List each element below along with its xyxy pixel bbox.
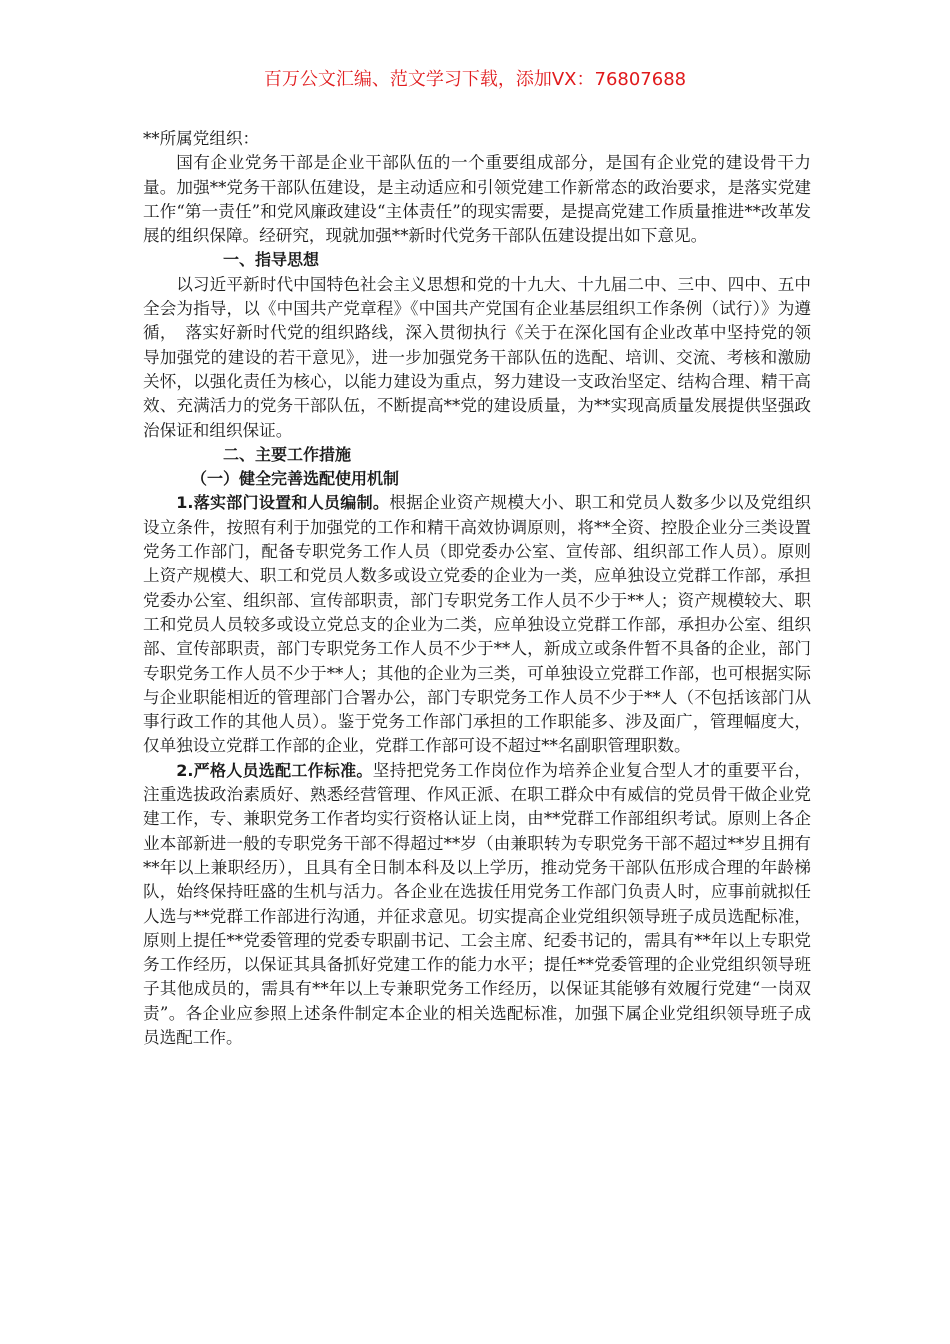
item2-paragraph xyxy=(143,759,811,1051)
section-heading-guiding-ideology: 一、指导思想 xyxy=(223,250,320,270)
salutation: **所属党组织： xyxy=(143,129,260,148)
section1-paragraph: 以习近平新时代中国特色社会主义思想和党的十九大、十九届二中、三中、四中、五中全会为指导，以《中国共产党章程》《中国共产党国有企业基层组织工作条例（试行）》为遵循， 落实好新时代党的组织路线，深入贯彻执行《关于在深化国有企业改革中坚持党的领导加强党的建设的若干意见》，进一步加强党务干部队伍的选配、培训、交流、考核和激励关怀，以强化责任为核心，以能力建设为重点，努力建设一支政治坚定、结构合理、精干高效、充满活力的党务干部队伍，不断提高**党的建设质量，为**实现高质量发展提供坚强政治保证和组织保证。 xyxy=(143,274,811,440)
item1-title: 1.落实部门设置和人员编制。 xyxy=(176,493,390,513)
document-body xyxy=(143,127,811,1050)
item1-body: 根据企业资产规模大小、职工和党员人数多少以及党组织设立条件，按照有利于加强党的工作和精干高效协调原则，将**全资、控股企业分三类设置党务工作部门，配备专职党务工作人员（即党委办公室、宣传部、组织部工作人员）。原则上资产规模大、职工和党员人数多或设立党委的企业为一类，应单独设立党群工作部，承担党委办公室、组织部、宣传部职责，部门专职党务工作人员不少于**人；资产规模较大、职工和党员人员较多或设立党总支的企业为二类，应单独设立党群工作部，承担办公室、组织部、宣传部职责，部门专职党务工作人员不少于**人，新成立或条件暂不具备的企业，部门专职党务工作人员不少于**人；其他的企业为三类，可单独设立党群工作部，也可根据实际与企业职能相近的管理部门合署办公，部门专职党务工作人员不少于**人（不包括该部门从事行政工作的其他人员）。鉴于党务工作部门承担的工作职能多、涉及面广，管理幅度大，仅单独设立党群工作部的企业，党群工作部可设不超过**名副职管理职数。 xyxy=(143,493,812,756)
intro-paragraph: 国有企业党务干部是企业干部队伍的一个重要组成部分，是国有企业党的建设骨干力量。加强**党务干部队伍建设，是主动适应和引领党建工作新常态的政治要求，是落实党建工作“第一责任”和党风廉政建设“主体责任”的现实需要，是提高党建工作质量推进**改革发展的组织保障。经研究，现就加强**新时代党务干部队伍建设提出如下意见。 xyxy=(143,153,811,246)
watermark-header: 百万公文汇编、范文学习下载，添加VX：76807688 xyxy=(263,69,687,90)
item1-paragraph xyxy=(143,491,811,758)
item2-title: 2.严格人员选配工作标准。 xyxy=(176,760,373,780)
subsection-heading-selection-mechanism: （一）健全完善选配使用机制 xyxy=(191,469,400,489)
item2-body: 坚持把党务工作岗位作为培养企业复合型人才的重要平台，注重选拔政治素质好、熟悉经营管理、作风正派、在职工群众中有威信的党员骨干做企业党建工作，专、兼职党务工作者均实行资格认证上岗，由**党群工作部组织考试。原则上各企业本部新进一般的专职党务干部不得超过**岁（由兼职转为专职党务干部不超过**岁且拥有**年以上兼职经历），且具有全日制本科及以上学历，推动党务干部队伍形成合理的年龄梯队，始终保持旺盛的生机与活力。各企业在选拔任用党务工作部门负责人时，应事前就拟任人选与**党群工作部进行沟通，并征求意见。切实提高企业党组织领导班子成员选配标准，原则上提任**党委管理的党委专职副书记、工会主席、纪委书记的，需具有**年以上专职党务工作经历，以保证其具备抓好党建工作的能力水平；提任**党委管理的企业党组织领导班子其他成员的，需具有**年以上专兼职党务工作经历，以保证其能够有效履行党建“一岗双责”。各企业应参照上述条件制定本企业的相关选配标准，加强下属企业党组织领导班子成员选配工作。 xyxy=(143,760,812,1047)
section-heading-main-measures: 二、主要工作措施 xyxy=(223,444,352,464)
